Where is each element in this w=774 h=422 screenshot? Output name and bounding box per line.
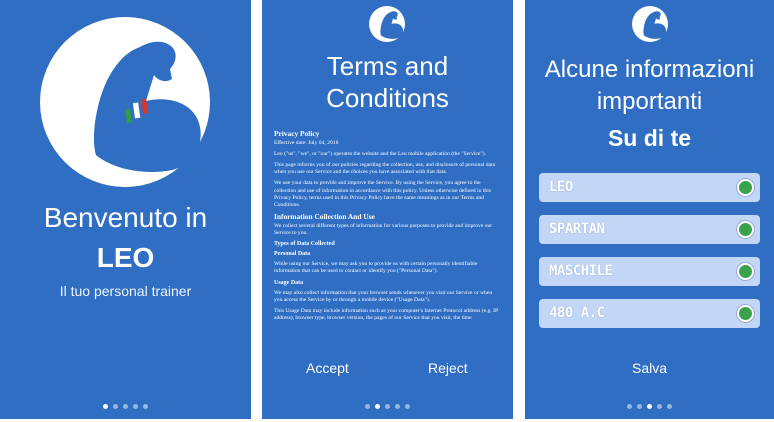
field-value: SPARTAN [549,221,605,237]
page-dot[interactable] [365,404,370,409]
info-screen [525,0,774,419]
page-dot[interactable] [375,404,380,409]
green-check-icon [737,263,754,280]
page-dot[interactable] [395,404,400,409]
welcome-title: Benvenuto in [43,202,208,233]
birth-date-field[interactable] [539,299,760,328]
terms-screen [262,0,513,419]
flexed-arm-logo [369,6,405,42]
page-dot[interactable] [667,404,672,409]
flexed-arm-logo [40,17,210,187]
terms-paragraph: This Usage Data may include information such as your computer's Internet Protocol address (e.g. IP address), browser type, browser version, the pages of our Service that you visit, the time [274,307,498,321]
privacy-heading: Privacy Policy [274,129,320,138]
info-title [525,54,774,118]
terms-title-line: Terms and [326,51,449,81]
page-dot[interactable] [647,404,652,409]
accept-button[interactable]: Accept [306,360,349,376]
gender-field[interactable] [539,257,760,286]
reject-button[interactable]: Reject [428,360,468,376]
info-title-line: importanti [596,88,703,115]
terms-paragraph: This page informs you of our policies regarding the collection, use, and disclosure of personal data when you use our Service and the choices you have associated with that data. [274,162,496,176]
page-dot[interactable] [103,404,108,409]
section-subheading: Usage Data [274,279,304,286]
section-subheading: Personal Data [274,251,311,258]
save-button[interactable]: Salva [525,359,774,377]
arm-shape [94,42,201,172]
flexed-arm-logo [632,6,668,42]
terms-title-line: Conditions [326,83,449,113]
welcome-subtitle: Il tuo personal trainer [59,283,192,299]
page-dot[interactable] [113,404,118,409]
welcome-screen [0,0,251,419]
page-dot[interactable] [123,404,128,409]
terms-paragraph: We may also collect information that your browser sends whenever you visit our Service or when you access the Service by or through a mobile device ("Usage Data"). [274,289,493,303]
page-indicator [262,404,513,409]
page-dot[interactable] [657,404,662,409]
field-value: MASCHILE [549,263,613,279]
field-value: LEO [549,179,573,195]
page-dot[interactable] [385,404,390,409]
brand-name: LEO [96,242,155,273]
effective-date: Effective date: July 04, 2018 [274,140,339,147]
terms-paragraph: While using our Service, we may ask you to provide us with certain personally identifiable information that can be used to contact or identify you ("Personal Data"). [274,261,478,275]
terms-title [262,50,513,114]
page-indicator [525,404,774,409]
terms-paragraph: We use your data to provide and improve the Service. By using the Service, you agree to the collection and use of information in accordance with this policy. Unless otherwise defined in this Privacy Policy, terms used in this Privacy Policy have the same meanings as in our Terms and Conditions. [274,180,491,208]
page-indicator [0,404,251,409]
info-subtitle: Su di te [607,125,692,151]
page-dot[interactable] [133,404,138,409]
page-dot[interactable] [627,404,632,409]
green-check-icon [737,305,754,322]
terms-paragraph: Leo ("us", "we", or "our") operates the website and the Leo mobile application (the "Service"). [274,151,486,158]
page-dot[interactable] [143,404,148,409]
section-subheading: Types of Data Collected [274,241,335,248]
page-dot[interactable] [405,404,410,409]
terms-body[interactable] [274,128,501,345]
nickname-field[interactable] [539,215,760,244]
page-dot[interactable] [637,404,642,409]
info-title-line: Alcune informazioni [544,56,755,83]
name-field[interactable] [539,173,760,202]
green-check-icon [737,221,754,238]
terms-paragraph: We collect several different types of information for various purposes to provide and improve our Service to you. [274,222,493,237]
green-check-icon [737,179,754,196]
section-heading: Information Collection And Use [274,211,375,221]
field-value: 480 A.C [549,305,605,321]
